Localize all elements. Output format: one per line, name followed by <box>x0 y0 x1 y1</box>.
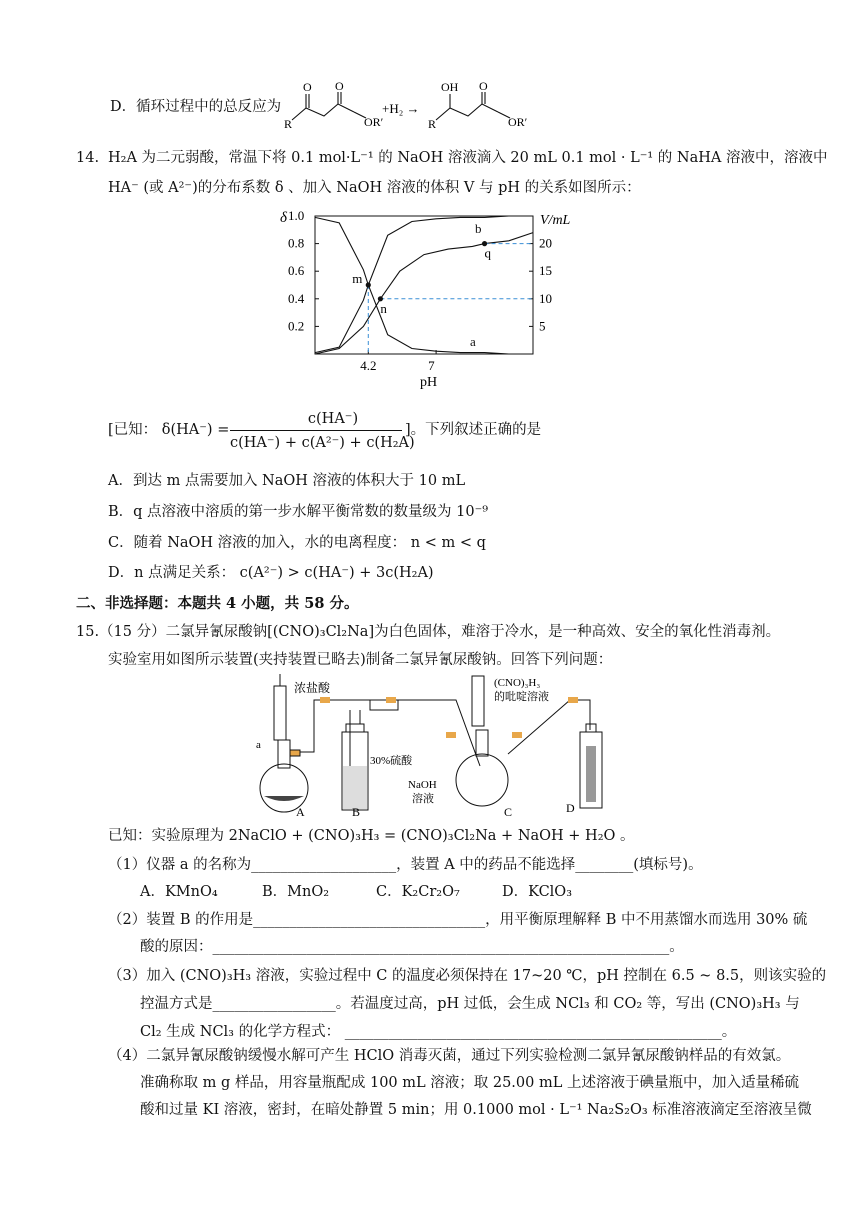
q14-known-numerator: c(HA⁻) <box>307 411 359 427</box>
label-C: C <box>504 805 513 819</box>
q14-option-a: A．到达 m 点需要加入 NaOH 溶液的体积大于 10 mL <box>108 473 466 489</box>
q15-line2: 实验室用如图所示装置(夹持装置已略去)制备二氯异氰尿酸钠。回答下列问题： <box>108 652 613 668</box>
q15-p3-line3: Cl₂ 生成 NCl₃ 的化学方程式： ____________________________________________________。 <box>140 1024 737 1040</box>
x-tick-label: 7 <box>428 358 435 373</box>
q13-option-d: D．循环过程中的总反应为 <box>110 99 282 115</box>
left-tick-label: 1.0 <box>288 208 305 223</box>
left-tick-label: 0.2 <box>288 318 305 334</box>
label-D: D <box>566 801 575 815</box>
struct-r: R <box>284 117 293 130</box>
q15-p1-option-c: C．K₂Cr₂O₇ <box>376 884 460 900</box>
apparatus-diagram <box>250 670 610 820</box>
label-conc-hcl: 浓盐酸 <box>294 681 331 695</box>
series-line-b <box>315 216 533 353</box>
right-tick-label: 5 <box>539 318 546 334</box>
q14-known-prefix: [已知： δ(HA⁻) = <box>108 422 230 438</box>
chart-ylabel-left: δ <box>280 210 287 226</box>
struct-oh: OH <box>441 80 459 94</box>
reaction-structures <box>278 80 778 130</box>
q15-p1: （1）仪器 a 的名称为____________________，装置 A 中的药品不能选择________(填标号)。 <box>108 857 703 873</box>
struct-o1: O <box>303 80 312 94</box>
struct-or: OR′ <box>364 115 384 129</box>
q15-p1-option-a: A．KMnO₄ <box>140 884 218 900</box>
q14-known-denominator: c(HA⁻) + c(A²⁻) + c(H₂A) <box>230 435 415 451</box>
chart-ylabel-right: V/mL <box>540 213 571 228</box>
struct-o3: O <box>479 80 488 93</box>
label-reagent-c2: 的吡啶溶液 <box>494 691 549 703</box>
left-tick-label: 0.6 <box>288 263 305 279</box>
label-B: B <box>352 805 361 819</box>
distribution-chart <box>270 200 590 400</box>
q14-option-d: D．n 点满足关系： c(A²⁻) > c(HA⁻) + 3c(H₂A) <box>108 565 434 581</box>
chart-frame <box>315 216 533 354</box>
q15-p4-line3: 酸和过量 KI 溶液，密封，在暗处静置 5 min；用 0.1000 mol · L⁻¹ Na₂S₂O₃ 标准溶液滴定至溶液呈微 <box>140 1102 812 1118</box>
q15-p2-line2: 酸的原因：_______________________________________________________________。 <box>140 939 684 955</box>
point-m <box>366 282 371 287</box>
q14-known-suffix: ]。下列叙述正确的是 <box>405 422 542 438</box>
plus-h2: +H₂ → <box>382 101 420 116</box>
point-label-n: n <box>380 300 387 316</box>
series-line-a <box>315 217 533 354</box>
right-tick-label: 15 <box>539 263 552 279</box>
dropping-funnel <box>274 686 286 740</box>
flask-c <box>456 754 508 806</box>
q14-number: 14. <box>76 150 100 166</box>
label-A: A <box>296 805 305 819</box>
q15-p1-option-b: B．MnO₂ <box>262 884 330 900</box>
struct-r2: R <box>428 117 437 130</box>
q15-p1-option-d: D．KClO₃ <box>502 884 573 900</box>
label-sulfuric: 30%硫酸 <box>370 755 413 767</box>
q15-line1: 15.（15 分）二氯异氰尿酸钠[(CNO)₃Cl₂Na]为白色固体，难溶于冷水，是一种高效、安全的氧化性消毒剂。 <box>76 624 781 640</box>
right-tick-label: 20 <box>539 235 552 251</box>
q14-stem-line2: HA⁻ (或 A²⁻)的分布系数 δ 、加入 NaOH 溶液的体积 V 与 pH 的关系如图所示： <box>108 180 641 196</box>
label-a: a <box>256 739 261 751</box>
struct-o2: O <box>335 80 344 93</box>
x-tick-label: 4.2 <box>360 358 377 373</box>
funnel-c <box>472 676 484 726</box>
chart-xlabel: pH <box>420 375 438 390</box>
q14-option-c: C．随着 NaOH 溶液的加入，水的电离程度： n < m < q <box>108 535 486 551</box>
left-tick-label: 0.8 <box>288 235 305 251</box>
q15-principle: 已知：实验原理为 2NaClO + (CNO)₃H₃ = (CNO)₃Cl₂Na + NaOH + H₂O 。 <box>108 828 635 844</box>
right-tick-label: 10 <box>539 290 552 306</box>
q15-p4-line2: 准确称取 m g 样品，用容量瓶配成 100 mL 溶液；取 25.00 mL 上述溶液于碘量瓶中，加入适量稀硫 <box>140 1075 799 1091</box>
label-naoh1: NaOH <box>408 779 437 791</box>
series-label-a: a <box>470 334 476 349</box>
q15-p3-line2: 控温方式是_________________。若温度过高，pH 过低，会生成 NCl₃ 和 CO₂ 等，写出 (CNO)₃H₃ 与 <box>140 996 800 1012</box>
section2-heading: 二、非选择题：本题共 4 小题，共 58 分。 <box>76 595 359 612</box>
fraction-bar <box>230 430 402 431</box>
series-label-b: b <box>475 221 482 236</box>
left-tick-label: 0.4 <box>288 290 305 306</box>
q15-p4-line1: （4）二氯异氰尿酸钠缓慢水解可产生 HClO 消毒灭菌，通过下列实验检测二氯异氰尿酸钠样品的有效氯。 <box>108 1048 791 1064</box>
label-naoh2: 溶液 <box>412 793 434 805</box>
q14-option-b: B．q 点溶液中溶质的第一步水解平衡常数的数量级为 10⁻⁹ <box>108 504 489 520</box>
point-label-m: m <box>352 271 363 286</box>
q15-p2-line1: （2）装置 B 的作用是________________________________，用平衡原理解释 B 中不用蒸馏水而选用 30% 硫 <box>108 912 808 928</box>
label-reagent-c1: (CNO)₃H₃ <box>494 677 541 689</box>
series-line-V <box>315 233 533 354</box>
q14-stem-line1: H₂A 为二元弱酸，常温下将 0.1 mol·L⁻¹ 的 NaOH 溶液滴入 20 mL 0.1 mol · L⁻¹ 的 NaHA 溶液中，溶液中 <box>108 150 828 166</box>
point-label-q: q <box>484 245 492 261</box>
tube-a-b <box>300 700 456 752</box>
struct-or2: OR′ <box>508 115 528 129</box>
q15-p3-line1: （3）加入 (CNO)₃H₃ 溶液，实验过程中 C 的温度必须保持在 17~20 ℃，pH 控制在 6.5 ~ 8.5，则该实验的 <box>108 968 827 984</box>
